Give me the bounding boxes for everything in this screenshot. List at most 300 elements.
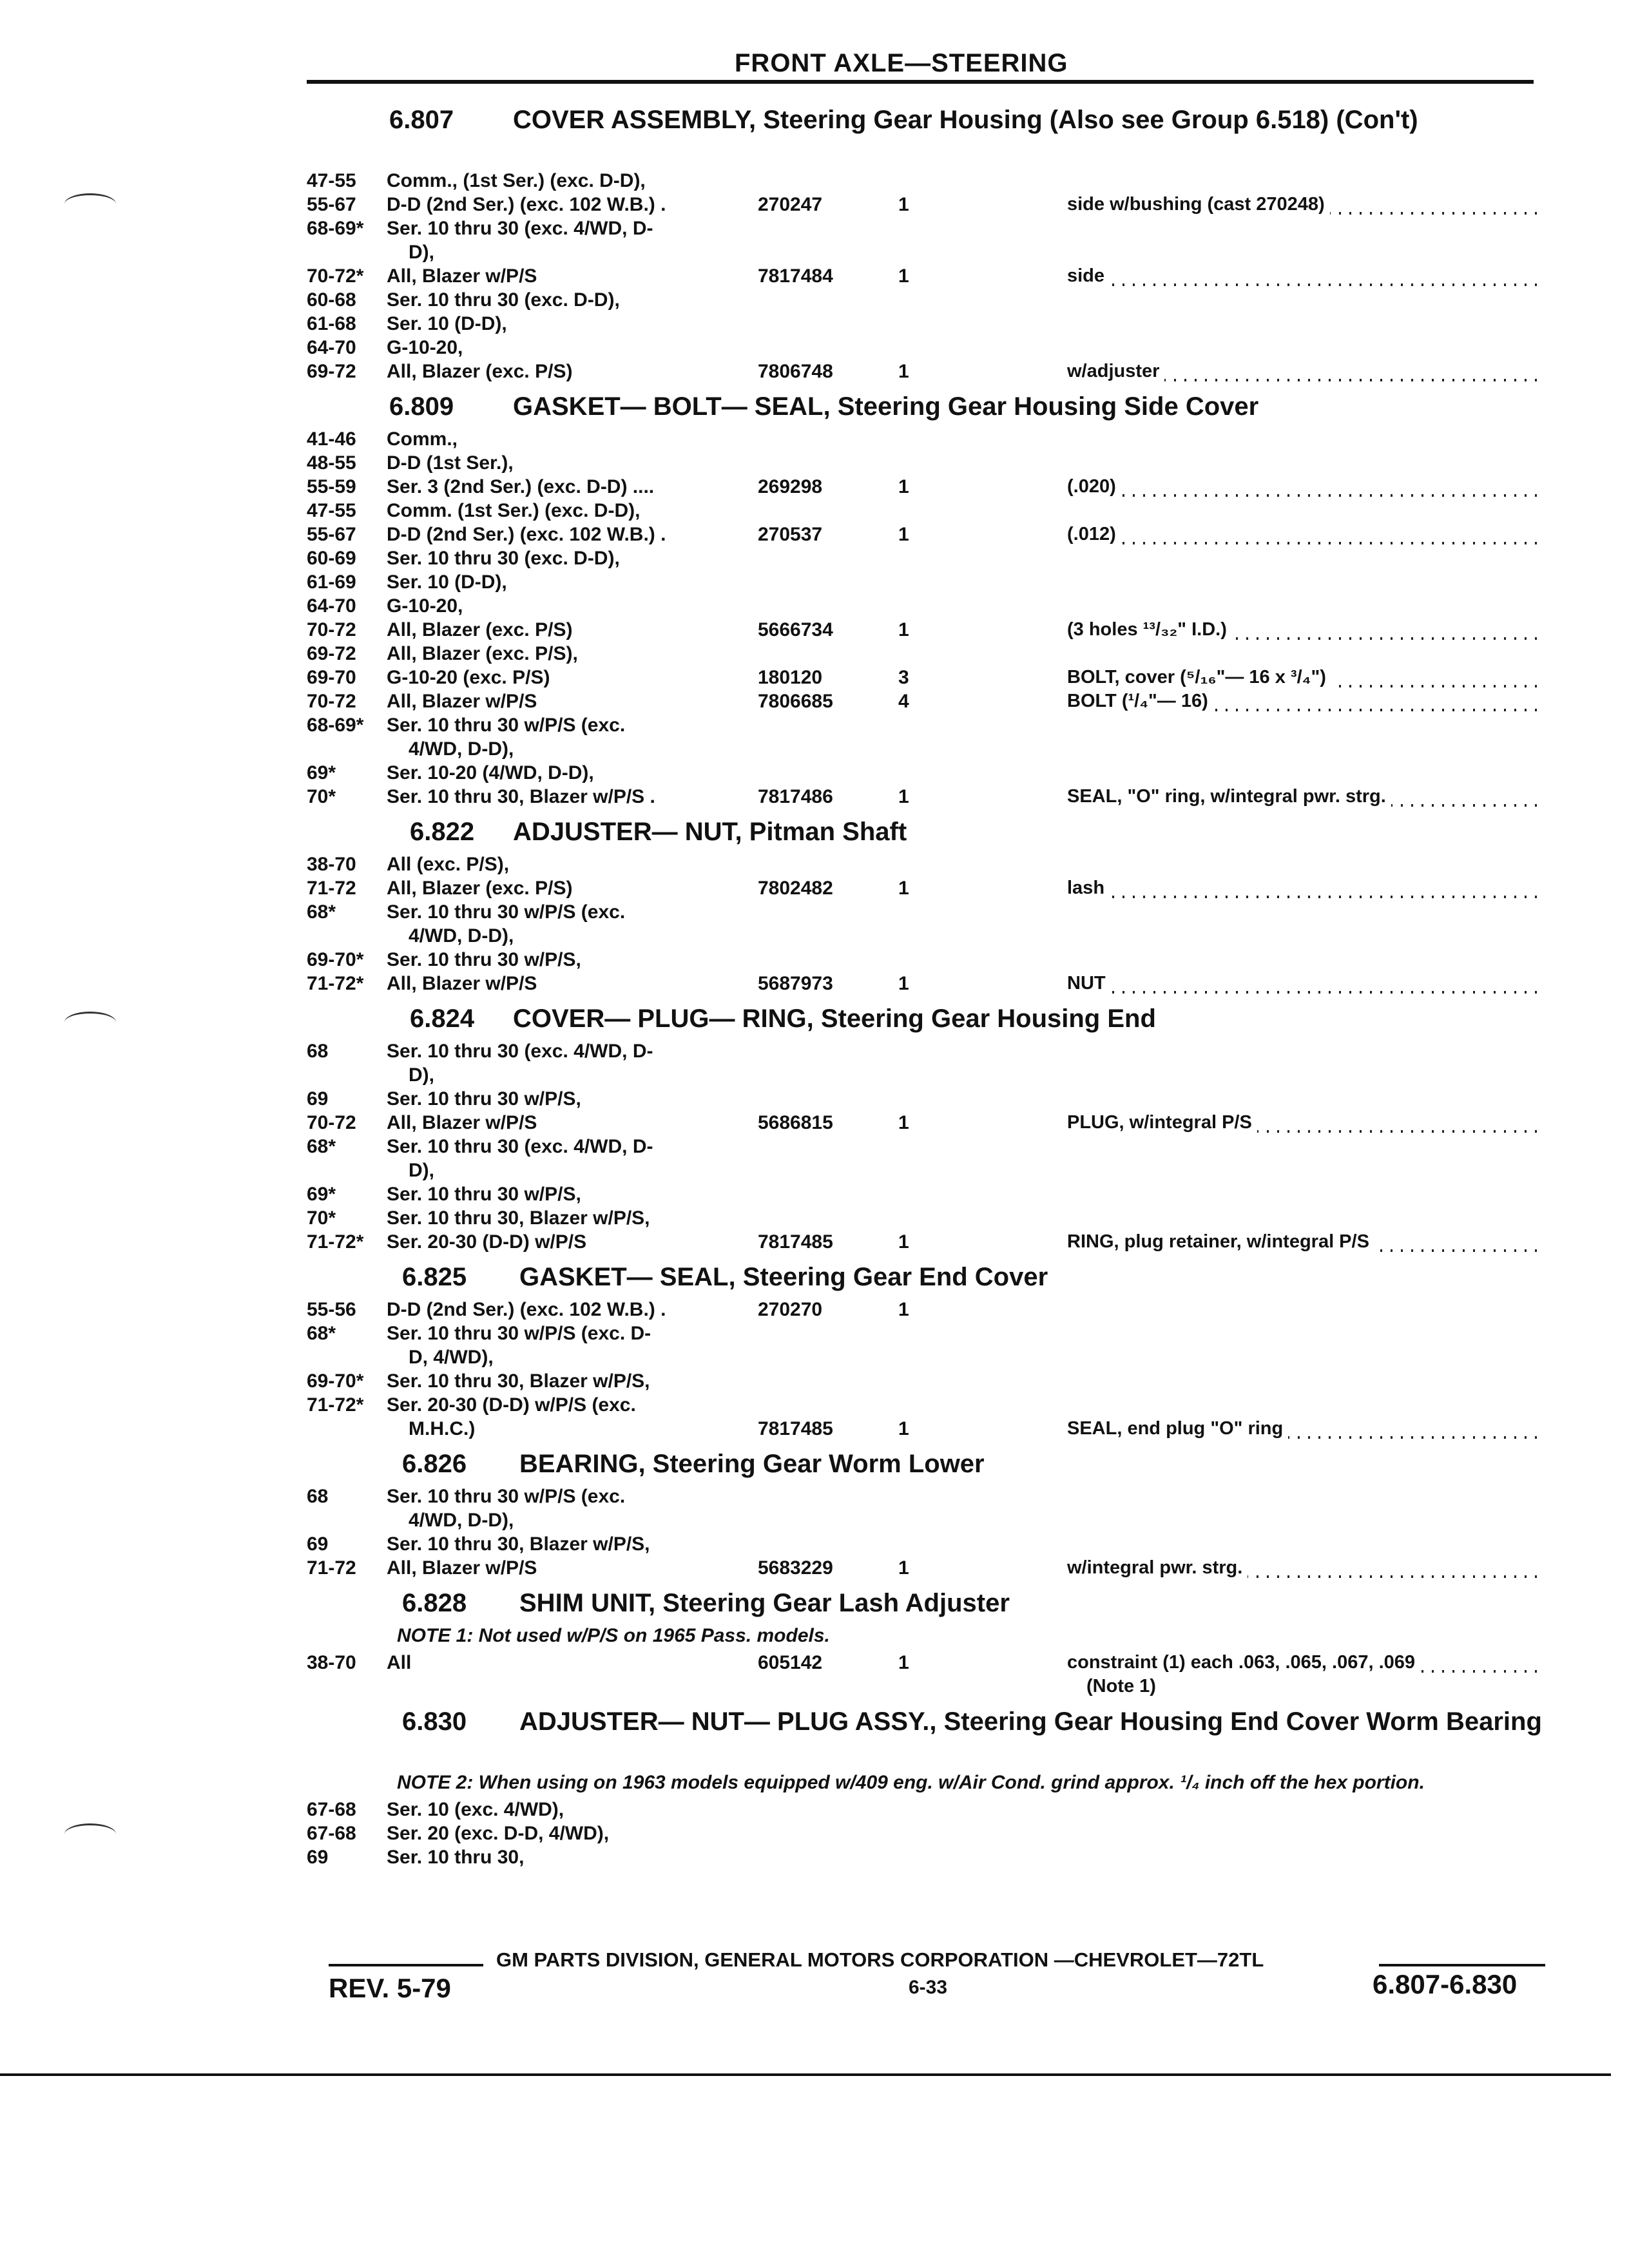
table-row [307,1845,1544,1869]
table-row [307,1111,1544,1135]
application [387,1798,747,1821]
application [387,876,747,900]
part-number: 180120 [758,667,823,688]
description [1067,1651,1537,1698]
application [387,852,747,876]
application-text: Ser. 10-20 (4/WD, D-D), [387,762,594,783]
footer-publisher: GM PARTS DIVISION, GENERAL MOTORS CORPORATION —CHEVROLET—72TL [496,1948,1264,1971]
description-text [1067,313,1072,334]
application [387,1182,747,1206]
application-text: Comm., [387,428,458,450]
year-range: 69 [307,1533,329,1555]
part-number: 7817486 [758,786,833,807]
application-text: D-D (2nd Ser.) (exc. 102 W.B.) . [387,524,666,545]
year-range: 69-70* [307,1370,364,1392]
table-row [307,1298,1544,1321]
year-range: 70-72* [307,265,364,287]
quantity: 1 [898,1112,909,1133]
quantity: 1 [898,361,909,382]
section-header [307,1001,1544,1039]
page-title: FRONT AXLE—STEERING [735,49,1068,77]
table-row [307,216,1544,264]
year-range: 70-72 [307,691,356,712]
application-continued: M.H.C.) [409,1418,476,1439]
application-text: All, Blazer w/P/S [387,1112,537,1133]
application-text: Ser. 20-30 (D-D) w/P/S [387,1231,587,1253]
section-number: 6.825 [402,1263,467,1291]
application-text: Ser. 10 thru 30 w/P/S (exc. [387,901,626,923]
description [1067,1087,1537,1111]
quantity: 1 [898,1231,909,1253]
description [1067,689,1537,713]
section-number: 6.828 [402,1589,467,1617]
section-title: ADJUSTER— NUT— PLUG ASSY., Steering Gear Housing End Cover Worm Bearing [519,1707,1542,1736]
section-title: COVER ASSEMBLY, Steering Gear Housing (Also see Group 6.518) (Con't) [513,106,1418,134]
application [387,666,747,689]
description-text [1067,452,1072,473]
description-text: w/adjuster [1067,361,1164,381]
description-text: (.012) [1067,524,1121,544]
part-number: 5687973 [758,973,833,994]
quantity: 1 [898,1299,909,1320]
application [387,761,747,785]
year-range: 41-46 [307,428,356,450]
quantity: 1 [898,476,909,497]
application [387,1321,747,1369]
application [387,427,747,451]
description [1067,1532,1537,1556]
table-row [307,785,1544,809]
year-range: 70-72 [307,619,356,640]
description-text: PLUG, w/integral P/S [1067,1112,1257,1133]
table-row [307,169,1544,193]
footer-rule-left [329,1964,483,1966]
table-row [307,618,1544,642]
margin-mark [64,1823,116,1845]
year-range: 68* [307,901,336,923]
description [1067,288,1537,312]
application-text: Ser. 10 thru 30 w/P/S, [387,949,581,970]
application-text: All, Blazer (exc. P/S) [387,361,573,382]
application [387,1230,747,1254]
description [1067,523,1537,546]
description [1067,312,1537,336]
description [1067,1298,1537,1321]
application [387,948,747,972]
application-text: Ser. 10 thru 30, Blazer w/P/S, [387,1370,650,1392]
year-range: 55-67 [307,194,356,215]
description-text: (3 holes ¹³/₃₂" I.D.) [1067,619,1232,640]
table-row [307,1135,1544,1182]
description-text [1067,337,1072,358]
year-range: 71-72 [307,1557,356,1579]
description [1067,1182,1537,1206]
year-range: 68* [307,1136,336,1157]
quantity: 1 [898,265,909,287]
description [1067,1845,1537,1869]
year-range: 71-72* [307,1231,364,1253]
description-text [1067,1486,1072,1506]
application [387,1651,747,1675]
application [387,1532,747,1556]
table-row [307,288,1544,312]
table-row [307,1651,1544,1698]
description-text [1067,762,1072,783]
description [1067,1039,1537,1063]
section-number: 6.824 [410,1004,475,1033]
section-header [307,1259,1544,1298]
quantity: 1 [898,194,909,215]
section-header [307,389,1544,427]
margin-mark [64,193,116,215]
description-text [1067,1533,1072,1554]
table-row [307,1369,1544,1393]
part-number: 5683229 [758,1557,833,1579]
description-text [1067,572,1072,592]
application [387,785,747,809]
application-text: Ser. 10 thru 30, [387,1847,525,1868]
quantity: 4 [898,691,909,712]
application-continued: 4/WD, D-D), [409,738,514,760]
year-range: 69-72 [307,643,356,664]
table-row [307,948,1544,972]
application-text: D-D (2nd Ser.) (exc. 102 W.B.) . [387,1299,666,1320]
application-text: All, Blazer (exc. P/S) [387,878,573,899]
section-header [307,1446,1544,1485]
application-text: G-10-20, [387,337,463,358]
application [387,689,747,713]
section-title: SHIM UNIT, Steering Gear Lash Adjuster [519,1589,1010,1617]
part-number: 605142 [758,1652,823,1673]
application-continued: D), [409,1064,434,1086]
table-row [307,900,1544,948]
section-title: COVER— PLUG— RING, Steering Gear Housing End [513,1004,1156,1033]
table-row [307,1532,1544,1556]
application [387,900,747,948]
application-text: Ser. 10 thru 30 (exc. D-D), [387,289,620,311]
description-text [1067,1299,1072,1320]
year-range: 48-55 [307,452,356,474]
application-text: Ser. 20-30 (D-D) w/P/S (exc. [387,1394,636,1416]
description [1067,1321,1537,1345]
application-text: Ser. 10 thru 30, Blazer w/P/S, [387,1533,650,1555]
description-text: (.020) [1067,476,1121,497]
year-range: 70* [307,1207,336,1229]
year-range: 55-67 [307,524,356,545]
application-text: Ser. 10 thru 30 w/P/S, [387,1184,581,1205]
group-range: 6.807-6.830 [1373,1969,1518,1999]
table-row [307,336,1544,360]
application [387,642,747,666]
footer-rule-right [1379,1964,1545,1966]
table-row [307,499,1544,523]
application-text: All (exc. P/S), [387,854,510,875]
description-text [1067,1847,1072,1867]
description [1067,594,1537,618]
quantity: 1 [898,878,909,899]
part-number: 7817484 [758,265,833,287]
table-row [307,312,1544,336]
description [1067,451,1537,475]
year-range: 69 [307,1847,329,1868]
description-text: SEAL, "O" ring, w/integral pwr. strg. [1067,786,1391,807]
description [1067,618,1537,642]
year-range: 60-68 [307,289,356,311]
description [1067,642,1537,666]
section-number: 6.809 [389,392,454,421]
application-text: All, Blazer w/P/S [387,1557,537,1579]
year-range: 68 [307,1486,329,1507]
section-title: GASKET— BOLT— SEAL, Steering Gear Housing Side Cover [513,392,1259,421]
part-number: 7817485 [758,1418,833,1439]
description [1067,499,1537,523]
application-text: Ser. 10 thru 30 (exc. 4/WD, D- [387,1136,653,1157]
description-text [1067,1207,1072,1228]
year-range: 64-70 [307,337,356,358]
year-range: 55-56 [307,1299,356,1320]
application-text: All, Blazer w/P/S [387,973,537,994]
application-text: G-10-20, [387,595,463,617]
description [1067,336,1537,360]
description [1067,1417,1537,1441]
application [387,972,747,995]
application [387,1369,747,1393]
description-text [1067,170,1072,191]
table-row [307,1230,1544,1254]
part-number: 270537 [758,524,823,545]
year-range: 71-72 [307,878,356,899]
year-range: 38-70 [307,1652,356,1673]
quantity: 1 [898,1557,909,1579]
description-text [1067,643,1072,664]
application-continued: D), [409,242,434,263]
description [1067,666,1537,689]
application-text: Ser. 10 thru 30 w/P/S, [387,1088,581,1110]
year-range: 71-72* [307,1394,364,1416]
description [1067,876,1537,900]
description-text: BOLT (¹/₄"— 16) [1067,691,1213,711]
description-text [1067,949,1072,970]
year-range: 47-55 [307,170,356,191]
table-row [307,689,1544,713]
table-row [307,475,1544,499]
application [387,1135,747,1182]
application-text: Ser. 10 thru 30 (exc. D-D), [387,548,620,569]
description-text [1067,1041,1072,1061]
application [387,1556,747,1580]
description [1067,1369,1537,1393]
application [387,546,747,570]
table-row [307,876,1544,900]
quantity: 1 [898,619,909,640]
table-row [307,666,1544,689]
table-row [307,1821,1544,1845]
application-text: Ser. 10 thru 30 (exc. 4/WD, D- [387,218,653,239]
description-text [1067,218,1072,238]
application [387,1845,747,1869]
year-range: 69-70 [307,667,356,688]
application-continued: D), [409,1160,434,1181]
quantity: 3 [898,667,909,688]
application-text: Ser. 10 thru 30, Blazer w/P/S, [387,1207,650,1229]
application [387,1821,747,1845]
section-number: 6.826 [402,1450,467,1478]
description [1067,360,1537,383]
description-text [1067,1088,1072,1109]
year-range: 69 [307,1088,329,1110]
year-range: 69* [307,762,336,783]
part-number: 270247 [758,194,823,215]
description [1067,948,1537,972]
application-text: All, Blazer w/P/S [387,265,537,287]
revision-label: REV. 5-79 [329,1973,451,2003]
description [1067,785,1537,809]
description-text [1067,289,1072,310]
application [387,475,747,499]
year-range: 69-72 [307,361,356,382]
description [1067,546,1537,570]
application-text: Ser. 20 (exc. D-D, 4/WD), [387,1823,610,1844]
section-number: 6.822 [410,818,475,846]
application-text: All, Blazer (exc. P/S), [387,643,578,664]
application-text: All, Blazer w/P/S [387,691,537,712]
description [1067,852,1537,876]
application [387,1298,747,1321]
application-text: D-D (1st Ser.), [387,452,514,474]
description-text [1067,500,1072,521]
description-text [1067,1184,1072,1204]
application-text: All, Blazer (exc. P/S) [387,619,573,640]
description [1067,1798,1537,1821]
description-text: w/integral pwr. strg. [1067,1557,1248,1578]
table-row [307,570,1544,594]
table-row [307,972,1544,995]
description [1067,193,1537,216]
part-number: 7806685 [758,691,833,712]
application-text: All [387,1652,412,1673]
description [1067,1135,1537,1158]
description [1067,1556,1537,1580]
table-row [307,594,1544,618]
application-text: Ser. 10 thru 30 w/P/S (exc. D- [387,1323,651,1344]
description-text: side w/bushing (cast 270248) [1067,194,1330,215]
table-row [307,1182,1544,1206]
table-row [307,713,1544,761]
application [387,1485,747,1532]
table-row [307,427,1544,451]
application-text: Ser. 3 (2nd Ser.) (exc. D-D) .... [387,476,655,497]
application-continued: 4/WD, D-D), [409,925,514,947]
table-row [307,1798,1544,1821]
description [1067,475,1537,499]
application [387,312,747,336]
description-text [1067,854,1072,874]
table-row [307,1039,1544,1087]
description-text [1067,1370,1072,1391]
application-continued: 4/WD, D-D), [409,1510,514,1531]
year-range: 70-72 [307,1112,356,1133]
margin-mark [64,1012,116,1033]
application-text: Comm. (1st Ser.) (exc. D-D), [387,500,641,521]
year-range: 68-69* [307,218,364,239]
application [387,523,747,546]
part-number: 270270 [758,1299,823,1320]
section-title: GASKET— SEAL, Steering Gear End Cover [519,1263,1048,1291]
year-range: 70* [307,786,336,807]
description [1067,264,1537,288]
section-header [307,1704,1544,1771]
description-text [1067,715,1072,735]
application-text: Ser. 10 (D-D), [387,572,507,593]
year-range: 55-59 [307,476,356,497]
description-text [1067,1799,1072,1820]
description [1067,169,1537,193]
section-header [307,814,1544,852]
table-row [307,546,1544,570]
year-range: 47-55 [307,500,356,521]
description [1067,570,1537,594]
description-text: side [1067,265,1110,286]
year-range: 64-70 [307,595,356,617]
application-text: Ser. 10 thru 30 w/P/S (exc. [387,715,626,736]
bottom-rule [0,2073,1611,2076]
description [1067,427,1537,451]
application-continued: D, 4/WD), [409,1347,494,1368]
year-range: 61-69 [307,572,356,593]
section-number: 6.830 [402,1707,467,1736]
application [387,1111,747,1135]
application-text: Ser. 10 thru 30 w/P/S (exc. [387,1486,626,1507]
table-row [307,1393,1544,1441]
year-range: 68* [307,1323,336,1344]
application-text: Ser. 10 (D-D), [387,313,507,334]
year-range: 68-69* [307,715,364,736]
table-row [307,761,1544,785]
year-range: 61-68 [307,313,356,334]
description-text: RING, plug retainer, w/integral P/S [1067,1231,1374,1252]
description [1067,1485,1537,1508]
description [1067,1206,1537,1230]
table-row [307,852,1544,876]
year-range: 68 [307,1041,329,1062]
description-text [1067,1323,1072,1343]
part-number: 5686815 [758,1112,833,1133]
section-title: ADJUSTER— NUT, Pitman Shaft [513,818,907,846]
application-text: Ser. 10 thru 30 (exc. 4/WD, D- [387,1041,653,1062]
application [387,1087,747,1111]
application [387,594,747,618]
application [387,1039,747,1087]
section-header [307,1585,1544,1624]
table-row [307,1321,1544,1369]
section-note: NOTE 2: When using on 1963 models equipped w/409 eng. w/Air Cond. grind approx. ¹/₄ inch off the hex portion. [397,1772,1425,1793]
quantity: 1 [898,1652,909,1673]
table-row [307,1556,1544,1580]
section-note: NOTE 1: Not used w/P/S on 1965 Pass. models. [397,1625,830,1646]
quantity: 1 [898,786,909,807]
table-row [307,642,1544,666]
description [1067,216,1537,240]
quantity: 1 [898,973,909,994]
application [387,499,747,523]
application [387,570,747,594]
application-text: Comm., (1st Ser.) (exc. D-D), [387,170,646,191]
table-row [307,1485,1544,1532]
description [1067,1821,1537,1845]
application-text: D-D (2nd Ser.) (exc. 102 W.B.) . [387,194,666,215]
application [387,288,747,312]
description-text [1067,1136,1072,1157]
